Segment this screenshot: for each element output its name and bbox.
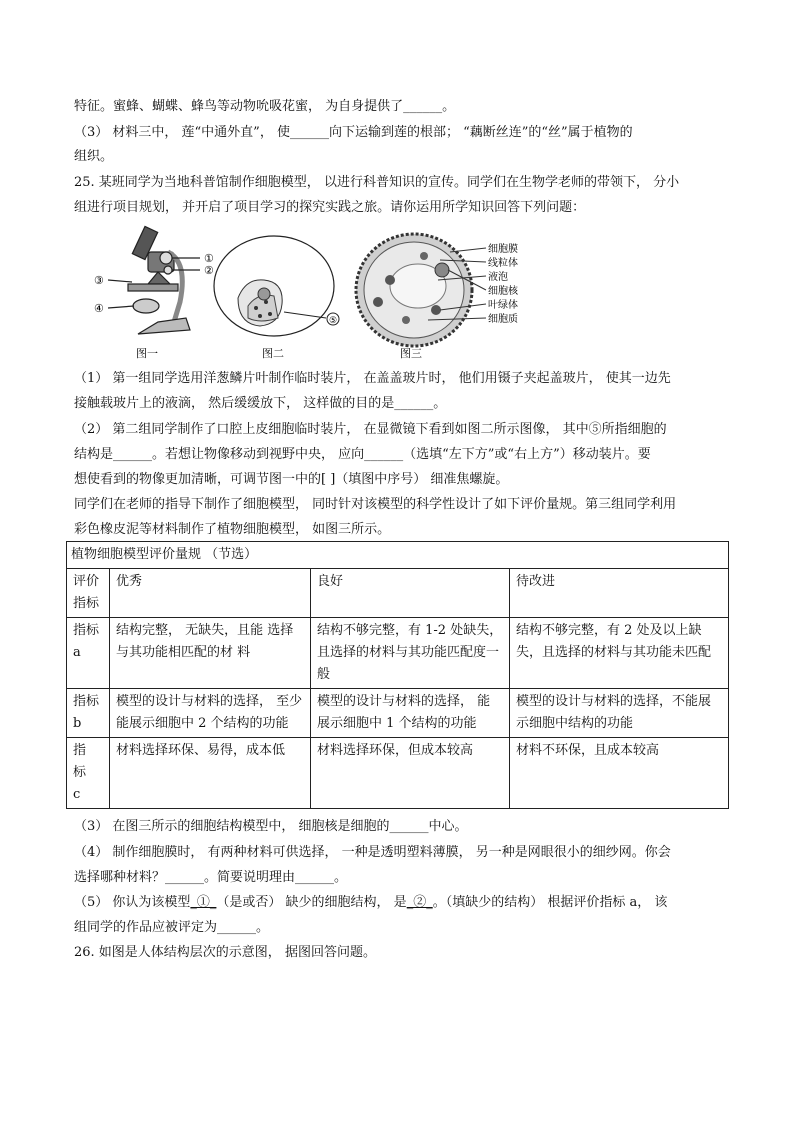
table-row bbox=[67, 738, 729, 809]
fig3-label: 细胞膜 bbox=[488, 244, 518, 255]
text-line: 接触载玻片上的液滴， 然后缓缓放下， 这样做的目的是______。 bbox=[74, 396, 447, 411]
table-cell: 指标 a bbox=[67, 618, 110, 689]
question-26-stem: 26. 如图是人体结构层次的示意图， 据图回答问题。 bbox=[74, 945, 376, 960]
text-fragment: （是或否） 缺少的细胞结构， 是 bbox=[216, 895, 407, 910]
table-row bbox=[67, 689, 729, 738]
fig3-label: 叶绿体 bbox=[488, 300, 518, 311]
text-line: 同学们在老师的指导下制作了细胞模型， 同时针对该模型的科学性设计了如下评价量规。第三组同学利用 bbox=[74, 497, 677, 512]
fig1-label: ② bbox=[204, 264, 214, 277]
fig1-caption: 图一 bbox=[136, 347, 158, 360]
table-cell: 模型的设计与材料的选择， 至少能展示细胞中 2 个结构的功能 bbox=[110, 689, 311, 738]
text-line: 组进行项目规划， 并开启了项目学习的探究实践之旅。请你运用所学知识回答下列问题： bbox=[74, 200, 586, 215]
fig1-label: ④ bbox=[94, 302, 104, 315]
table-cell: 指标 b bbox=[67, 689, 110, 738]
figure-strip bbox=[88, 222, 548, 362]
text-line: 彩色橡皮泥等材料制作了植物细胞模型， 如图三所示。 bbox=[74, 522, 391, 537]
evaluation-rubric-table bbox=[66, 541, 729, 809]
table-cell: 模型的设计与材料的选择，不能展示细胞中结构的功能 bbox=[510, 689, 729, 738]
fig1-label: ① bbox=[204, 252, 214, 265]
text-line: 组同学的作品应被评定为______。 bbox=[74, 920, 270, 935]
table-row bbox=[67, 618, 729, 689]
text-line: 选择哪种材料？______。简要说明理由______。 bbox=[74, 870, 348, 885]
text-line: 结构是______。若想让物像移动到视野中央， 应向______（选填“左下方”或“右上方”）移动装片。要 bbox=[74, 447, 651, 462]
table-cell: 材料选择环保、易得，成本低 bbox=[110, 738, 311, 809]
table-cell: 材料选择环保，但成本较高 bbox=[311, 738, 510, 809]
table-cell: 材料不环保，且成本较高 bbox=[510, 738, 729, 809]
text-line: （4） 制作细胞膜时， 有两种材料可供选择， 一种是透明塑料薄膜， 另一种是网眼很小的细纱网。你会 bbox=[74, 845, 671, 860]
table-header-cell: 评价 指标 bbox=[67, 569, 110, 618]
table-header-cell: 良好 bbox=[311, 569, 510, 618]
question-25-stem: 25. 某班同学为当地科普馆制作细胞模型， 以进行科普知识的宣传。同学们在生物学老师的带领下， 分小 bbox=[74, 175, 680, 190]
text-line: 想使看到的物像更加清晰，可调节图一中的[ ]（填图中序号） 细准焦螺旋。 bbox=[74, 472, 509, 487]
fig3-caption: 图三 bbox=[400, 347, 422, 360]
table-title: 植物细胞模型评价量规 （节选） bbox=[67, 542, 729, 569]
text-line bbox=[74, 894, 726, 912]
text-line: 组织。 bbox=[74, 149, 114, 164]
fig3-label: 线粒体 bbox=[488, 258, 518, 269]
table-cell: 指 标 c bbox=[67, 738, 110, 809]
table-header-cell: 优秀 bbox=[110, 569, 311, 618]
microscope-figure bbox=[108, 226, 200, 334]
fig2-caption: 图二 bbox=[262, 347, 284, 360]
table-header-row bbox=[67, 569, 729, 618]
fig2-label: ⑤ bbox=[329, 316, 338, 326]
text-line: （3） 材料三中， 莲“中通外直”， 使______向下运输到莲的根部； “藕断丝连”的“丝”属于植物的 bbox=[74, 125, 633, 140]
table-cell: 模型的设计与材料的选择， 能展示细胞中 1 个结构的功能 bbox=[311, 689, 510, 738]
text-line: （2） 第二组同学制作了口腔上皮细胞临时装片， 在显微镜下看到如图二所示图像， 其中⑤所指细胞的 bbox=[74, 422, 667, 437]
table-cell: 结构不够完整，有 1-2 处缺失，且选择的材料与其功能匹配度一般 bbox=[311, 618, 510, 689]
table-cell: 结构完整， 无缺失，且能 选择与其功能相匹配的材 料 bbox=[110, 618, 311, 689]
fig1-label: ③ bbox=[94, 274, 104, 287]
microscope-field-figure bbox=[214, 236, 339, 336]
blank-1: _①_ bbox=[190, 895, 217, 910]
plant-cell-model-figure bbox=[356, 234, 486, 346]
text-line: （3） 在图三所示的细胞结构模型中， 细胞核是细胞的______中心。 bbox=[74, 819, 468, 834]
fig3-label: 液泡 bbox=[488, 272, 508, 283]
text-line: （1） 第一组同学选用洋葱鳞片叶制作临时装片， 在盖盖玻片时， 他们用镊子夹起盖玻片， 使其一边先 bbox=[74, 371, 671, 386]
fig3-label: 细胞质 bbox=[488, 314, 518, 325]
fig3-label: 细胞核 bbox=[488, 286, 518, 297]
text-fragment: 。（填缺少的结构） 根据评价指标 a， 该 bbox=[432, 895, 668, 910]
table-cell: 结构不够完整，有 2 处及以上缺失，且选择的材料与其功能未匹配 bbox=[510, 618, 729, 689]
text-fragment: （5） 你认为该模型 bbox=[74, 895, 191, 910]
table-header-cell: 待改进 bbox=[510, 569, 729, 618]
blank-2: _②_ bbox=[406, 895, 433, 910]
table-title-row bbox=[67, 542, 729, 569]
text-line: 特征。蜜蜂、蝴蝶、蜂鸟等动物吮吸花蜜， 为自身提供了______。 bbox=[74, 99, 456, 114]
